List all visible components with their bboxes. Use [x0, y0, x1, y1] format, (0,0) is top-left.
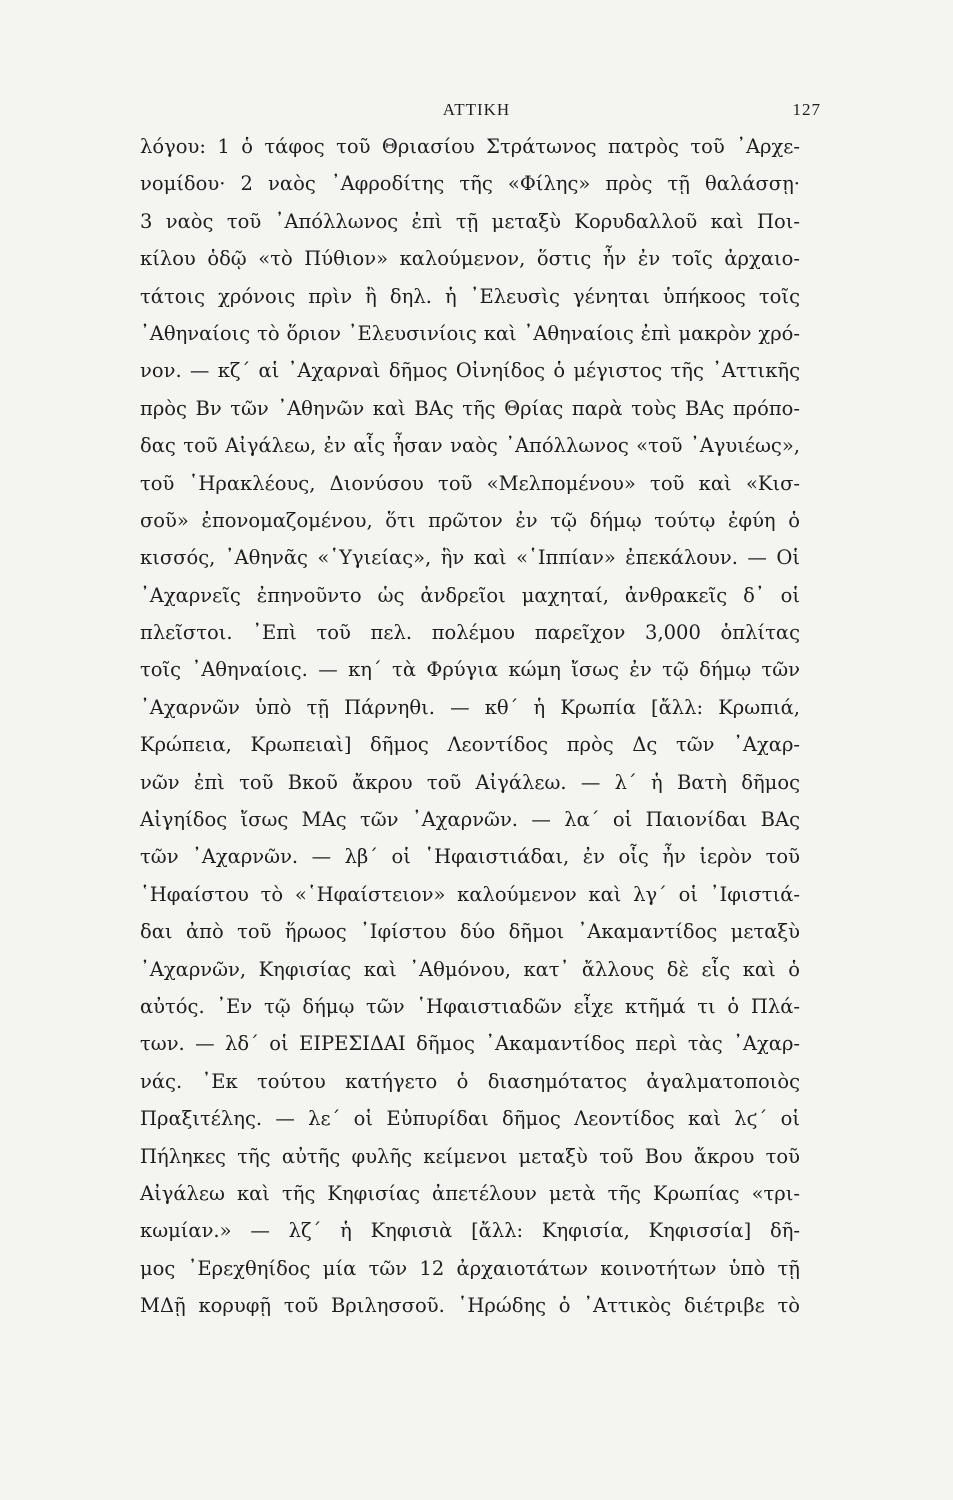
text-line: δαι ἀπὸ τοῦ ἥρωος ᾿Ιφίστου δύο δῆμοι ᾿Ακαμαντίδος μεταξὺ [140, 920, 800, 944]
text-line: νῶν ἐπὶ τοῦ Βκοῦ ἄκρου τοῦ Αἰγάλεω. — λ´ ἡ Βατὴ δῆμος [140, 770, 800, 794]
text-line: Πραξιτέλης. — λε´ οἱ Εὐπυρίδαι δῆμος Λεοντίδος καὶ λϛ´ οἱ [140, 1107, 800, 1131]
text-line: σοῦ» ἐπονομαζομένου, ὅτι πρῶτον ἐν τῷ δήμῳ τούτῳ ἐφύη ὁ [140, 508, 800, 532]
text-line: ΜΔῇ κορυφῇ τοῦ Βριλησσοῦ. ῾Ηρώδης ὁ ᾿Αττικὸς διέτριβε τὸ [140, 1294, 800, 1318]
text-line: Αἰγάλεω καὶ τῆς Κηφισίας ἀπετέλουν μετὰ τῆς Κρωπίας «τρι- [140, 1181, 800, 1205]
text-line: κισσός, ᾿Αθηνᾶς «῾Υγιείας», ἣν καὶ «῾Ιππίαν» ἐπεκάλουν. — Οἱ [140, 546, 800, 570]
text-line: αὐτός. ᾿Εν τῷ δήμῳ τῶν ῾Ηφαιστιαδῶν εἶχε κτῆμά τι ὁ Πλά- [140, 994, 800, 1018]
text-line: λόγου: 1 ὁ τάφος τοῦ Θριασίου Στράτωνος πατρὸς τοῦ ᾿Αρχε- [140, 135, 800, 158]
text-line: τῶν ᾿Αχαρνῶν. — λβ´ οἱ ῾Ηφαιστιάδαι, ἐν οἷς ἦν ἱερὸν τοῦ [140, 845, 800, 869]
text-line: πλεῖστοι. ᾿Επὶ τοῦ πελ. πολέμου παρεῖχον 3,000 ὁπλίτας [140, 621, 800, 645]
text-line: πρὸς Βν τῶν ᾿Αθηνῶν καὶ ΒΑς τῆς Θρίας παρὰ τοὺς ΒΑς πρόπο- [140, 396, 800, 420]
text-line: μος ᾿Ερεχθηίδος μία τῶν 12 ἀρχαιοτάτων κοινοτήτων ὑπὸ τῇ [140, 1256, 800, 1280]
text-line: ᾿Αθηναίοις τὸ ὅριον ᾿Ελευσινίοις καὶ ᾿Αθηναίοις ἐπὶ μακρὸν χρό- [140, 321, 800, 345]
text-line: 3 ναὸς τοῦ ᾿Απόλλωνος ἐπὶ τῇ μεταξὺ Κορυδαλλοῦ καὶ Ποι- [140, 209, 800, 233]
text-line: Πήληκες τῆς αὐτῆς φυλῆς κείμενοι μεταξὺ τοῦ Βου ἄκρου τοῦ [140, 1144, 800, 1168]
page-number: 127 [792, 100, 821, 119]
text-line: νον. — κζ´ αἱ ᾿Αχαρναὶ δῆμος Οἰνηίδος ὁ μέγιστος τῆς ᾿Αττικῆς [140, 359, 800, 383]
text-line: των. — λδ´ οἱ ΕΙΡΕΣΙΔΑΙ δῆμος ᾿Ακαμαντίδος περὶ τὰς ᾿Αχαρ- [140, 1032, 800, 1056]
text-line: Αἰγηίδος ἴσως ΜΑς τῶν ᾿Αχαρνῶν. — λα´ οἱ Παιονίδαι ΒΑς [140, 808, 800, 832]
text-line: νάς. ᾿Εκ τούτου κατήγετο ὁ διασημότατος ἀγαλματοποιὸς [140, 1069, 800, 1093]
text-line: ῾Ηφαίστου τὸ «῾Ηφαίστειον» καλούμενον καὶ λγ´ οἱ ᾿Ιφιστιά- [140, 882, 800, 906]
text-line: ᾿Αχαρνῶν ὑπὸ τῇ Πάρνηθι. — κθ´ ἡ Κρωπία [ἄλλ: Κρωπιά, [140, 695, 800, 719]
text-line: ᾿Αχαρνῶν, Κηφισίας καὶ ᾿Αθμόνου, κατ᾿ ἄλλους δὲ εἷς καὶ ὁ [140, 957, 800, 981]
text-line: Κρώπεια, Κρωπειαὶ] δῆμος Λεοντίδος πρὸς Δς τῶν ᾿Αχαρ- [140, 733, 800, 757]
text-line: κίλου ὁδῷ «τὸ Πύθιον» καλούμενον, ὅστις ἦν ἐν τοῖς ἀρχαιο- [140, 247, 800, 271]
text-line: ᾿Αχαρνεῖς ἐπηνοῦντο ὡς ἀνδρεῖοι μαχηταί, ἀνθρακεῖς δ᾿ οἱ [140, 583, 800, 607]
running-header [0, 100, 953, 124]
body-text [140, 128, 800, 1325]
running-title: ΑΤΤΙΚΗ [442, 100, 511, 119]
text-line: τοῦ ῾Ηρακλέους, Διονύσου τοῦ «Μελπομένου» τοῦ καὶ «Κισ- [140, 471, 800, 495]
text-line: νομίδου· 2 ναὸς ᾿Αφροδίτης τῆς «Φίλης» πρὸς τῇ θαλάσσῃ· [140, 172, 800, 196]
text-line: δας τοῦ Αἰγάλεω, ἐν αἷς ἦσαν ναὸς ᾿Απόλλωνος «τοῦ ᾿Αγυιέως», [140, 434, 800, 458]
text-line: κωμίαν.» — λζ´ ἡ Κηφισιὰ [ἄλλ: Κηφισία, Κηφισσία] δῆ- [140, 1219, 800, 1243]
text-line: τάτοις χρόνοις πρὶν ἢ δηλ. ἡ ᾿Ελευσὶς γένηται ὑπήκοος τοῖς [140, 284, 800, 308]
text-line: τοῖς ᾿Αθηναίοις. — κη´ τὰ Φρύγια κώμη ἴσως ἐν τῷ δήμῳ τῶν [140, 658, 800, 682]
